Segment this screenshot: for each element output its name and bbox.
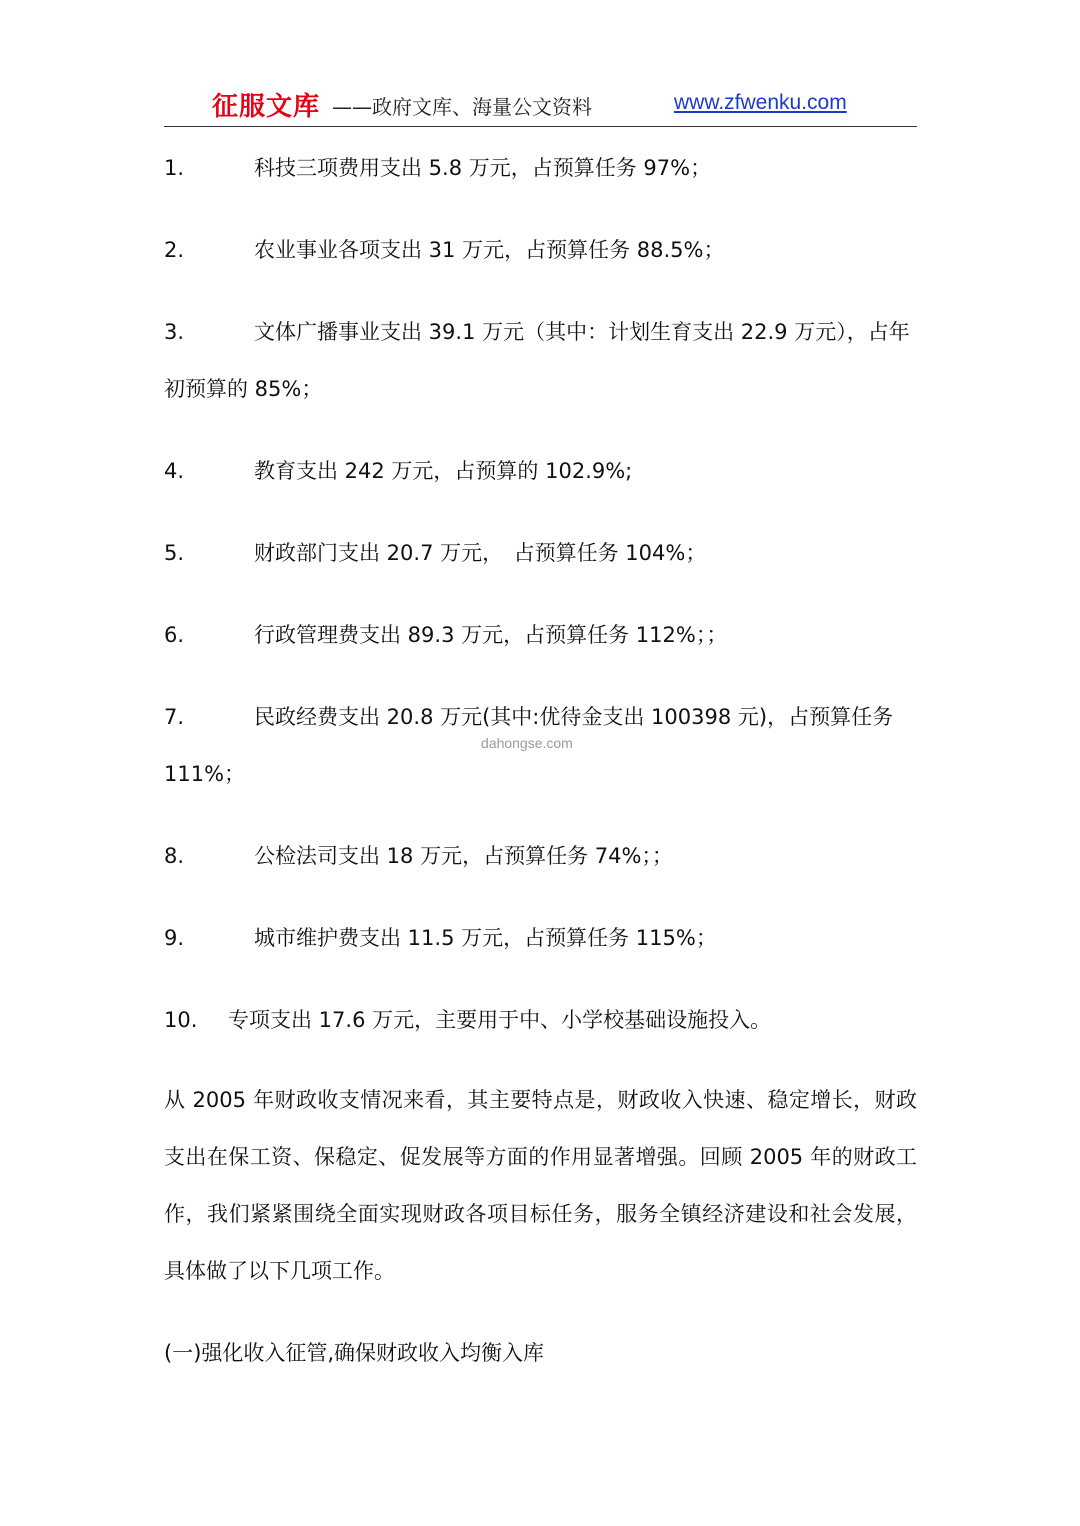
list-item-text xyxy=(164,304,917,418)
summary-paragraph: 从 2005 年财政收支情况来看，其主要特点是，财政收入快速、稳定增长，财政支出在保工资、保稳定、促发展等方面的作用显著增强。回顾 2005 年的财政工作，我们紧紧围绕全面实现财政各项目标任务，服务全镇经济建设和社会发展，具体做了以下几项工作。 xyxy=(164,1088,917,1283)
list-item-number: 6. xyxy=(164,623,185,647)
list-item xyxy=(164,222,917,279)
list-item-text: 科技三项费用支出 5.8 万元，占预算任务 97%； xyxy=(254,156,712,180)
list-item xyxy=(164,910,917,967)
list-item xyxy=(164,443,917,500)
list-item-text: 专项支出 17.6 万元，主要用于中、小学校基础设施投入。 xyxy=(228,1008,772,1032)
list-item-number: 2. xyxy=(164,238,185,262)
list-item xyxy=(164,304,917,418)
list-item-number: 3. xyxy=(164,320,185,344)
list-item xyxy=(164,140,917,197)
list-item xyxy=(164,525,917,582)
list-item-number: 7. xyxy=(164,705,185,729)
header-tagline: ——政府文库、海量公文资料 xyxy=(332,95,592,119)
page-header xyxy=(164,84,917,127)
site-url-link[interactable]: www.zfwenku.com xyxy=(674,91,847,114)
document-body xyxy=(164,140,917,1382)
list-item-body: 民政经费支出 20.8 万元(其中:优待金支出 100398 元)，占预算任务 111%； xyxy=(164,705,894,786)
list-item-text: 农业事业各项支出 31 万元，占预算任务 88.5%； xyxy=(254,238,725,262)
section-heading: (一)强化收入征管,确保财政收入均衡入库 xyxy=(164,1341,545,1365)
watermark-text: dahongse.com xyxy=(481,735,573,751)
list-item-text: 行政管理费支出 89.3 万元，占预算任务 112%；； xyxy=(254,623,728,647)
list-item-number: 9. xyxy=(164,926,185,950)
list-item-text: 城市维护费支出 11.5 万元，占预算任务 115%； xyxy=(254,926,717,950)
list-item-text: 财政部门支出 20.7 万元， 占预算任务 104%； xyxy=(254,541,707,565)
list-item xyxy=(164,992,917,1049)
list-item-number: 5. xyxy=(164,541,185,565)
list-item xyxy=(164,828,917,885)
brand-logo-text: 征服文库 xyxy=(212,92,321,122)
list-item-body: 文体广播事业支出 39.1 万元（其中：计划生育支出 22.9 万元），占年初预算的 85%； xyxy=(164,320,910,401)
list-item-number: 4. xyxy=(164,459,185,483)
list-item-number: 1. xyxy=(164,156,185,180)
list-item-text: 公检法司支出 18 万元，占预算任务 74%；； xyxy=(254,844,673,868)
list-item xyxy=(164,607,917,664)
list-item-number: 8. xyxy=(164,844,185,868)
list-item-text: 教育支出 242 万元，占预算的 102.9%; xyxy=(254,459,633,483)
list-item-number: 10. xyxy=(164,1008,198,1032)
